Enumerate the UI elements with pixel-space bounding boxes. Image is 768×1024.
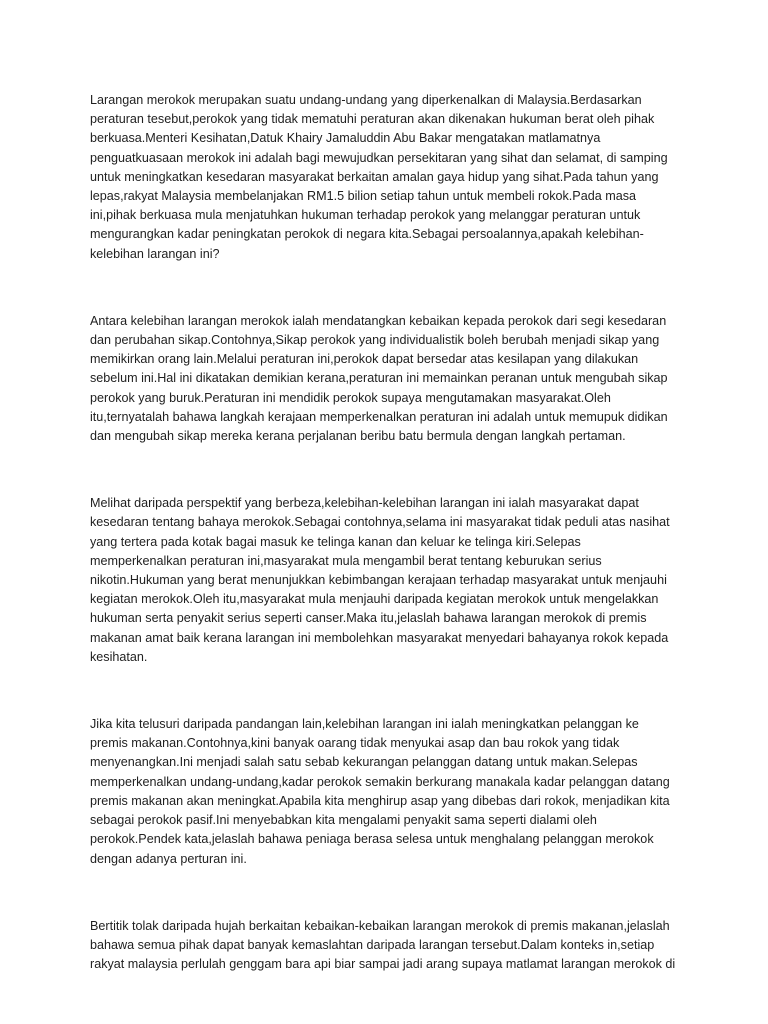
text-line: sebagai perokok pasif.Ini menyebabkan kita mengalami penyakit sama seperti dialami oleh bbox=[90, 813, 597, 828]
text-line: perokok yang buruk.Peraturan ini mendidik perokok supaya mengutamakan masyarakat.Oleh bbox=[90, 390, 611, 405]
text-line: dan mengubah sikap mereka kerana perjalanan beribu batu bermula dengan langkah pertaman. bbox=[90, 429, 626, 444]
text-line: Melihat daripada perspektif yang berbeza,kelebihan-kelebihan larangan ini ialah masyarakat dapat bbox=[90, 496, 639, 511]
text-line: Bertitik tolak daripada hujah berkaitan kebaikan-kebaikan larangan merokok di premis makanan,jelaslah bbox=[90, 918, 670, 933]
paragraph-point-1 bbox=[90, 312, 680, 446]
paragraph-spacer bbox=[90, 667, 680, 715]
text-line: mengurangkan kadar peningkatan perokok di negara kita.Sebagai persoalannya,apakah kelebihan- bbox=[90, 227, 644, 242]
text-line: premis makanan akan meningkat.Apabila kita menghirup asap yang dibebas dari rokok, menjadikan kita bbox=[90, 793, 670, 808]
text-line: Larangan merokok merupakan suatu undang-undang yang diperkenalkan di Malaysia.Berdasarkan bbox=[90, 93, 642, 107]
text-line: Jika kita telusuri daripada pandangan lain,kelebihan larangan ini ialah meningkatkan pelanggan ke bbox=[90, 717, 639, 732]
text-line: Antara kelebihan larangan merokok ialah mendatangkan kebaikan kepada perokok dari segi kesedaran bbox=[90, 313, 667, 328]
text-line: bahawa semua pihak dapat banyak kemaslahtan daripada larangan tersebut.Dalam konteks in,setiap bbox=[90, 937, 655, 952]
text-line: perokok.Pendek kata,jelaslah bahawa peniaga berasa selesa untuk menghalang pelanggan merokok bbox=[90, 832, 654, 847]
text-line: memperkenalkan peraturan ini,masyarakat mula mengambil berat tentang keburukan serius bbox=[90, 553, 602, 568]
text-line: dan perubahan sikap.Contohnya,Sikap perokok yang individualistik boleh berubah menjadi sikap yang bbox=[90, 333, 660, 348]
text-line: kelebihan larangan ini? bbox=[90, 246, 220, 261]
text-line: itu,ternyatalah bahawa langkah kerajaan memperkenalkan peraturan ini adalah untuk memupuk didikan bbox=[90, 409, 668, 424]
text-line: berkuasa.Menteri Kesihatan,Datuk Khairy Jamaluddin Abu Bakar mengatakan matlamatnya bbox=[90, 131, 601, 146]
text-line: sebelum ini.Hal ini dikatakan demikian kerana,peraturan ini memainkan peranan untuk mengubah sikap bbox=[90, 371, 668, 386]
text-line: ini,pihak berkuasa mula menjatuhkan hukuman terhadap perokok yang melanggar peraturan untuk bbox=[90, 208, 641, 223]
document-body bbox=[90, 91, 680, 974]
text-line: untuk meningkatkan kesedaran masyarakat berkaitan amalan gaya hidup yang sihat.Pada tahun yang bbox=[90, 169, 659, 184]
paragraph-conclusion bbox=[90, 917, 680, 975]
paragraph-point-2 bbox=[90, 494, 680, 667]
paragraph-intro bbox=[90, 91, 680, 264]
text-line: memikirkan orang lain.Melalui peraturan ini,perokok dapat bersedar atas kesilapan yang dilakukan bbox=[90, 352, 639, 367]
text-line: kegiatan merokok.Oleh itu,masyarakat mula menjauhi daripada kegiatan merokok untuk mengelakkan bbox=[90, 592, 659, 607]
paragraph-spacer bbox=[90, 446, 680, 494]
text-line: dengan adanya perturan ini. bbox=[90, 851, 247, 866]
text-line: kesihatan. bbox=[90, 649, 148, 664]
text-line: kesedaran tentang bahaya merokok.Sebagai contohnya,selama ini masyarakat tidak peduli atas nasihat bbox=[90, 515, 670, 530]
text-line: nikotin.Hukuman yang berat menunjukkan kebimbangan kerajaan terhadap masyarakat untuk menjauhi bbox=[90, 573, 667, 588]
paragraph-spacer bbox=[90, 869, 680, 917]
text-line: makanan amat baik kerana larangan ini membolehkan masyarakat menyedari bahayanya rokok kepada bbox=[90, 630, 669, 645]
text-line: lepas,rakyat Malaysia membelanjakan RM1.5 bilion setiap tahun untuk membeli rokok.Pada masa bbox=[90, 189, 637, 204]
text-line: hukuman serta penyakit serius seperti canser.Maka itu,jelaslah bahawa larangan merokok di premis bbox=[90, 611, 647, 626]
text-line: memperkenalkan undang-undang,kadar perokok semakin berkurang manakala kadar pelanggan datang bbox=[90, 774, 670, 789]
paragraph-point-3 bbox=[90, 715, 680, 869]
paragraph-spacer bbox=[90, 264, 680, 312]
text-line: menyenangkan.Ini menjadi salah satu sebab kekurangan pelanggan datang untuk makan.Selepas bbox=[90, 755, 638, 770]
text-line: yang tertera pada kotak bagai masuk ke telinga kanan dan keluar ke telinga kiri.Selepas bbox=[90, 534, 581, 549]
text-line: peraturan tesebut,perokok yang tidak mematuhi peraturan akan dikenakan hukuman berat oleh pihak bbox=[90, 112, 655, 127]
text-line: penguatkuasaan merokok ini adalah bagi mewujudkan persekitaran yang sihat dan selamat, di samping bbox=[90, 150, 668, 165]
text-line: rakyat malaysia perlulah genggam bara api biar sampai jadi arang supaya matlamat larangan merokok di bbox=[90, 957, 676, 972]
text-line: premis makanan.Contohnya,kini banyak oarang tidak menyukai asap dan bau rokok yang tidak bbox=[90, 736, 620, 751]
